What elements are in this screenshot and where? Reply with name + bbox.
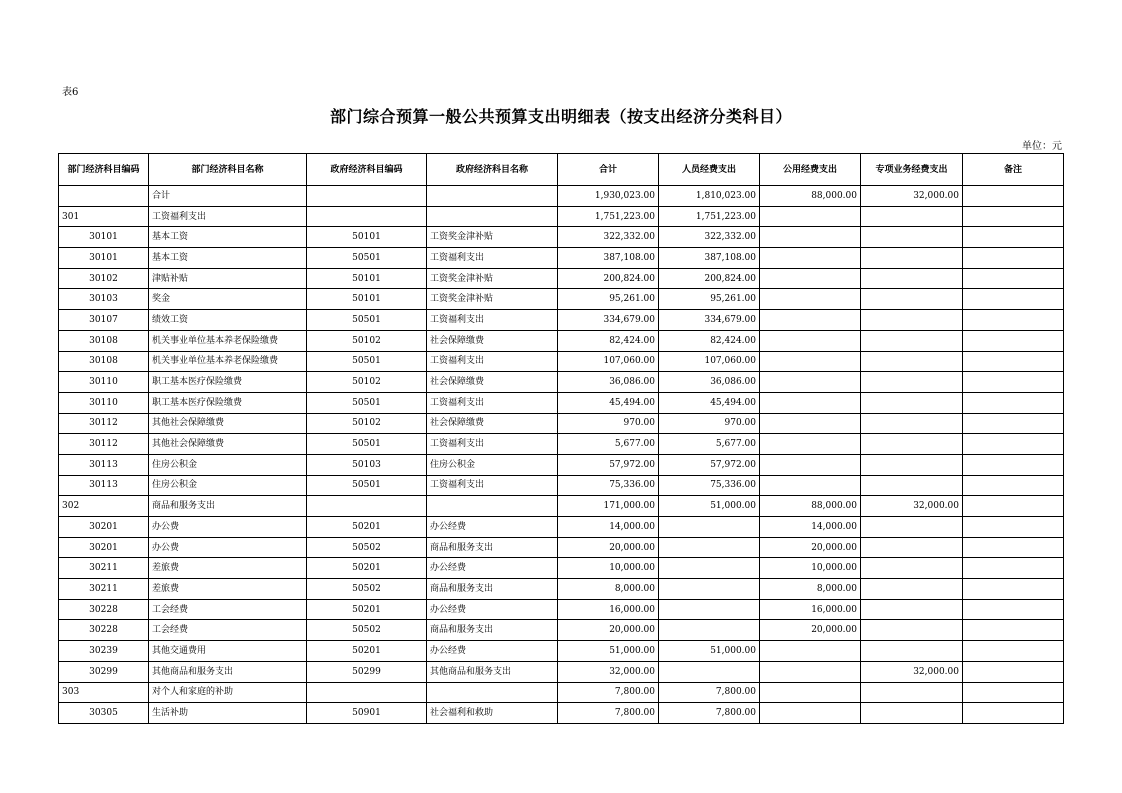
cell-personnel: 7,800.00 [659, 682, 760, 703]
cell-personnel: 5,677.00 [659, 434, 760, 455]
table-row [59, 579, 1064, 600]
cell-special [861, 558, 963, 579]
cell-gov-code: 50201 [307, 558, 427, 579]
cell-public [760, 248, 861, 269]
cell-special [861, 351, 963, 372]
cell-note [963, 330, 1064, 351]
cell-gov-code: 50101 [307, 227, 427, 248]
cell-total: 45,494.00 [558, 392, 659, 413]
cell-gov-code: 50502 [307, 579, 427, 600]
table-row [59, 248, 1064, 269]
cell-special [861, 434, 963, 455]
cell-personnel: 1,810,023.00 [659, 186, 760, 207]
cell-dept-name: 住房公积金 [149, 475, 307, 496]
col-header-special: 专项业务经费支出 [861, 154, 963, 186]
cell-note [963, 517, 1064, 538]
cell-public [760, 227, 861, 248]
cell-special [861, 537, 963, 558]
cell-personnel: 387,108.00 [659, 248, 760, 269]
cell-dept-code: 30201 [59, 517, 149, 538]
cell-personnel: 51,000.00 [659, 641, 760, 662]
cell-dept-name: 商品和服务支出 [149, 496, 307, 517]
table-row [59, 661, 1064, 682]
cell-total: 57,972.00 [558, 454, 659, 475]
cell-personnel: 75,336.00 [659, 475, 760, 496]
cell-gov-name: 工资福利支出 [427, 475, 558, 496]
cell-total: 20,000.00 [558, 620, 659, 641]
cell-total: 82,424.00 [558, 330, 659, 351]
cell-dept-code: 30113 [59, 475, 149, 496]
table-body [59, 186, 1064, 724]
cell-personnel [659, 579, 760, 600]
cell-dept-code: 30211 [59, 579, 149, 600]
cell-public: 88,000.00 [760, 496, 861, 517]
cell-special [861, 310, 963, 331]
cell-gov-code: 50502 [307, 620, 427, 641]
cell-dept-code: 30101 [59, 227, 149, 248]
cell-note [963, 682, 1064, 703]
cell-dept-name: 合计 [149, 186, 307, 207]
table-number: 表6 [62, 87, 79, 98]
cell-note [963, 248, 1064, 269]
cell-gov-name: 工资奖金津补贴 [427, 227, 558, 248]
cell-dept-code: 30102 [59, 268, 149, 289]
cell-special [861, 682, 963, 703]
cell-dept-name: 津贴补贴 [149, 268, 307, 289]
col-header-dept-code: 部门经济科目编码 [59, 154, 149, 186]
cell-note [963, 475, 1064, 496]
cell-gov-name: 社会保障缴费 [427, 372, 558, 393]
cell-dept-code: 30112 [59, 413, 149, 434]
cell-gov-name: 办公经费 [427, 641, 558, 662]
cell-note [963, 641, 1064, 662]
cell-personnel: 45,494.00 [659, 392, 760, 413]
cell-personnel: 970.00 [659, 413, 760, 434]
table-row [59, 454, 1064, 475]
cell-dept-name: 基本工资 [149, 248, 307, 269]
col-header-total: 合计 [558, 154, 659, 186]
col-header-public: 公用经费支出 [760, 154, 861, 186]
cell-note [963, 599, 1064, 620]
cell-personnel [659, 558, 760, 579]
table-row [59, 703, 1064, 724]
cell-dept-name: 其他社会保障缴费 [149, 413, 307, 434]
cell-public [760, 330, 861, 351]
cell-dept-name: 生活补助 [149, 703, 307, 724]
cell-dept-name: 办公费 [149, 537, 307, 558]
cell-note [963, 392, 1064, 413]
cell-dept-code: 30201 [59, 537, 149, 558]
cell-gov-code: 50102 [307, 330, 427, 351]
cell-personnel: 1,751,223.00 [659, 206, 760, 227]
cell-gov-code [307, 682, 427, 703]
cell-dept-code: 30211 [59, 558, 149, 579]
cell-total: 7,800.00 [558, 703, 659, 724]
cell-gov-code: 50201 [307, 641, 427, 662]
cell-gov-code: 50102 [307, 413, 427, 434]
cell-note [963, 661, 1064, 682]
cell-public [760, 392, 861, 413]
unit-label: 单位：元 [1022, 141, 1062, 152]
table-row [59, 310, 1064, 331]
cell-total: 7,800.00 [558, 682, 659, 703]
cell-dept-name: 差旅费 [149, 579, 307, 600]
cell-special [861, 227, 963, 248]
cell-personnel: 57,972.00 [659, 454, 760, 475]
cell-gov-name: 商品和服务支出 [427, 537, 558, 558]
cell-dept-code: 30113 [59, 454, 149, 475]
cell-dept-name: 工资福利支出 [149, 206, 307, 227]
table-row [59, 227, 1064, 248]
cell-note [963, 496, 1064, 517]
cell-note [963, 434, 1064, 455]
cell-dept-name: 职工基本医疗保险缴费 [149, 392, 307, 413]
cell-gov-code: 50502 [307, 537, 427, 558]
cell-gov-code [307, 206, 427, 227]
cell-gov-code: 50102 [307, 372, 427, 393]
col-header-note: 备注 [963, 154, 1064, 186]
cell-personnel: 82,424.00 [659, 330, 760, 351]
cell-special [861, 330, 963, 351]
cell-note [963, 372, 1064, 393]
cell-total: 20,000.00 [558, 537, 659, 558]
cell-gov-code: 50201 [307, 517, 427, 538]
cell-total: 1,930,023.00 [558, 186, 659, 207]
cell-special [861, 392, 963, 413]
cell-personnel: 7,800.00 [659, 703, 760, 724]
cell-personnel [659, 537, 760, 558]
cell-gov-code: 50501 [307, 248, 427, 269]
cell-total: 1,751,223.00 [558, 206, 659, 227]
cell-total: 36,086.00 [558, 372, 659, 393]
table-row [59, 413, 1064, 434]
cell-dept-code: 30103 [59, 289, 149, 310]
cell-public [760, 434, 861, 455]
cell-dept-code: 302 [59, 496, 149, 517]
cell-special: 32,000.00 [861, 661, 963, 682]
cell-gov-code: 50501 [307, 392, 427, 413]
cell-note [963, 620, 1064, 641]
cell-total: 8,000.00 [558, 579, 659, 600]
col-header-dept-name: 部门经济科目名称 [149, 154, 307, 186]
cell-total: 10,000.00 [558, 558, 659, 579]
cell-gov-name: 工资福利支出 [427, 310, 558, 331]
cell-special [861, 413, 963, 434]
cell-dept-code: 30110 [59, 392, 149, 413]
cell-dept-name: 其他社会保障缴费 [149, 434, 307, 455]
cell-total: 107,060.00 [558, 351, 659, 372]
cell-special [861, 641, 963, 662]
cell-public [760, 289, 861, 310]
table-row [59, 496, 1064, 517]
cell-gov-name [427, 496, 558, 517]
cell-note [963, 579, 1064, 600]
cell-special: 32,000.00 [861, 186, 963, 207]
cell-dept-name: 绩效工资 [149, 310, 307, 331]
cell-public [760, 206, 861, 227]
cell-gov-code: 50103 [307, 454, 427, 475]
cell-gov-name: 办公经费 [427, 558, 558, 579]
cell-dept-code: 30239 [59, 641, 149, 662]
cell-special [861, 620, 963, 641]
table-row [59, 558, 1064, 579]
cell-public [760, 413, 861, 434]
cell-personnel: 51,000.00 [659, 496, 760, 517]
cell-total: 75,336.00 [558, 475, 659, 496]
table-row [59, 206, 1064, 227]
cell-dept-code: 30228 [59, 620, 149, 641]
cell-gov-code: 50501 [307, 475, 427, 496]
cell-gov-name: 社会保障缴费 [427, 330, 558, 351]
col-header-gov-code: 政府经济科目编码 [307, 154, 427, 186]
cell-note [963, 268, 1064, 289]
cell-dept-name: 工会经费 [149, 599, 307, 620]
cell-note [963, 227, 1064, 248]
cell-gov-code: 50501 [307, 310, 427, 331]
cell-dept-name: 其他交通费用 [149, 641, 307, 662]
cell-dept-code: 30305 [59, 703, 149, 724]
col-header-gov-name: 政府经济科目名称 [427, 154, 558, 186]
table-row [59, 351, 1064, 372]
cell-special [861, 599, 963, 620]
cell-public [760, 641, 861, 662]
expenditure-table [58, 153, 1064, 724]
cell-dept-code: 30108 [59, 330, 149, 351]
cell-dept-code: 303 [59, 682, 149, 703]
cell-total: 5,677.00 [558, 434, 659, 455]
cell-personnel: 36,086.00 [659, 372, 760, 393]
table-row [59, 641, 1064, 662]
cell-gov-name: 社会福利和救助 [427, 703, 558, 724]
cell-public [760, 475, 861, 496]
table-row [59, 475, 1064, 496]
table-row [59, 186, 1064, 207]
cell-public: 20,000.00 [760, 537, 861, 558]
cell-public [760, 682, 861, 703]
cell-dept-code: 301 [59, 206, 149, 227]
table-row [59, 517, 1064, 538]
cell-dept-name: 住房公积金 [149, 454, 307, 475]
cell-dept-name: 差旅费 [149, 558, 307, 579]
cell-personnel: 200,824.00 [659, 268, 760, 289]
page-title: 部门综合预算一般公共预算支出明细表（按支出经济分类科目） [329, 107, 792, 126]
cell-personnel [659, 620, 760, 641]
cell-gov-name [427, 206, 558, 227]
table-row [59, 620, 1064, 641]
cell-dept-code: 30108 [59, 351, 149, 372]
cell-special [861, 206, 963, 227]
cell-total: 322,332.00 [558, 227, 659, 248]
cell-gov-name: 办公经费 [427, 517, 558, 538]
cell-note [963, 186, 1064, 207]
cell-dept-name: 基本工资 [149, 227, 307, 248]
cell-special [861, 454, 963, 475]
cell-total: 200,824.00 [558, 268, 659, 289]
cell-gov-name: 社会保障缴费 [427, 413, 558, 434]
cell-gov-name: 工资福利支出 [427, 351, 558, 372]
cell-gov-name: 工资福利支出 [427, 248, 558, 269]
cell-dept-name: 职工基本医疗保险缴费 [149, 372, 307, 393]
cell-dept-code: 30112 [59, 434, 149, 455]
cell-note [963, 289, 1064, 310]
cell-public [760, 661, 861, 682]
cell-gov-name: 商品和服务支出 [427, 620, 558, 641]
cell-dept-name: 其他商品和服务支出 [149, 661, 307, 682]
cell-gov-code [307, 186, 427, 207]
cell-gov-name [427, 682, 558, 703]
cell-total: 334,679.00 [558, 310, 659, 331]
cell-public: 10,000.00 [760, 558, 861, 579]
cell-dept-code: 30107 [59, 310, 149, 331]
cell-note [963, 413, 1064, 434]
cell-dept-code: 30299 [59, 661, 149, 682]
cell-note [963, 537, 1064, 558]
cell-note [963, 454, 1064, 475]
cell-dept-code: 30110 [59, 372, 149, 393]
cell-special [861, 703, 963, 724]
cell-dept-name: 奖金 [149, 289, 307, 310]
cell-public: 8,000.00 [760, 579, 861, 600]
cell-total: 970.00 [558, 413, 659, 434]
col-header-personnel: 人员经费支出 [659, 154, 760, 186]
table-row [59, 289, 1064, 310]
table-row [59, 330, 1064, 351]
cell-public [760, 268, 861, 289]
cell-total: 387,108.00 [558, 248, 659, 269]
table-row [59, 537, 1064, 558]
cell-public [760, 454, 861, 475]
cell-dept-code [59, 186, 149, 207]
cell-personnel [659, 599, 760, 620]
cell-gov-name: 工资福利支出 [427, 392, 558, 413]
cell-dept-name: 机关事业单位基本养老保险缴费 [149, 351, 307, 372]
cell-personnel [659, 661, 760, 682]
cell-special [861, 372, 963, 393]
cell-special [861, 268, 963, 289]
cell-public [760, 703, 861, 724]
cell-public: 16,000.00 [760, 599, 861, 620]
cell-special [861, 475, 963, 496]
cell-public: 14,000.00 [760, 517, 861, 538]
cell-gov-code: 50201 [307, 599, 427, 620]
cell-note [963, 703, 1064, 724]
cell-total: 16,000.00 [558, 599, 659, 620]
cell-personnel: 95,261.00 [659, 289, 760, 310]
cell-gov-name [427, 186, 558, 207]
cell-personnel [659, 517, 760, 538]
table-row [59, 434, 1064, 455]
cell-total: 95,261.00 [558, 289, 659, 310]
cell-personnel: 334,679.00 [659, 310, 760, 331]
cell-note [963, 351, 1064, 372]
cell-gov-name: 工资福利支出 [427, 434, 558, 455]
cell-dept-name: 工会经费 [149, 620, 307, 641]
cell-gov-name: 住房公积金 [427, 454, 558, 475]
cell-special [861, 289, 963, 310]
cell-special [861, 248, 963, 269]
cell-gov-name: 其他商品和服务支出 [427, 661, 558, 682]
cell-public [760, 351, 861, 372]
cell-personnel: 107,060.00 [659, 351, 760, 372]
cell-note [963, 206, 1064, 227]
cell-dept-code: 30101 [59, 248, 149, 269]
cell-gov-code: 50901 [307, 703, 427, 724]
cell-total: 32,000.00 [558, 661, 659, 682]
cell-personnel: 322,332.00 [659, 227, 760, 248]
cell-gov-code: 50501 [307, 351, 427, 372]
header-row [59, 154, 1064, 186]
cell-gov-code: 50101 [307, 268, 427, 289]
cell-gov-code [307, 496, 427, 517]
cell-dept-code: 30228 [59, 599, 149, 620]
cell-gov-name: 工资奖金津补贴 [427, 289, 558, 310]
cell-gov-code: 50299 [307, 661, 427, 682]
cell-public: 88,000.00 [760, 186, 861, 207]
cell-public [760, 372, 861, 393]
cell-special [861, 579, 963, 600]
cell-gov-code: 50101 [307, 289, 427, 310]
cell-gov-name: 工资奖金津补贴 [427, 268, 558, 289]
table-row [59, 599, 1064, 620]
cell-special: 32,000.00 [861, 496, 963, 517]
cell-special [861, 517, 963, 538]
cell-public: 20,000.00 [760, 620, 861, 641]
cell-total: 171,000.00 [558, 496, 659, 517]
cell-dept-name: 机关事业单位基本养老保险缴费 [149, 330, 307, 351]
cell-note [963, 310, 1064, 331]
cell-gov-code: 50501 [307, 434, 427, 455]
cell-public [760, 310, 861, 331]
table-row [59, 372, 1064, 393]
table-row [59, 682, 1064, 703]
cell-note [963, 558, 1064, 579]
cell-total: 14,000.00 [558, 517, 659, 538]
cell-gov-name: 办公经费 [427, 599, 558, 620]
table-row [59, 392, 1064, 413]
cell-total: 51,000.00 [558, 641, 659, 662]
cell-dept-name: 办公费 [149, 517, 307, 538]
cell-gov-name: 商品和服务支出 [427, 579, 558, 600]
cell-dept-name: 对个人和家庭的补助 [149, 682, 307, 703]
table-row [59, 268, 1064, 289]
